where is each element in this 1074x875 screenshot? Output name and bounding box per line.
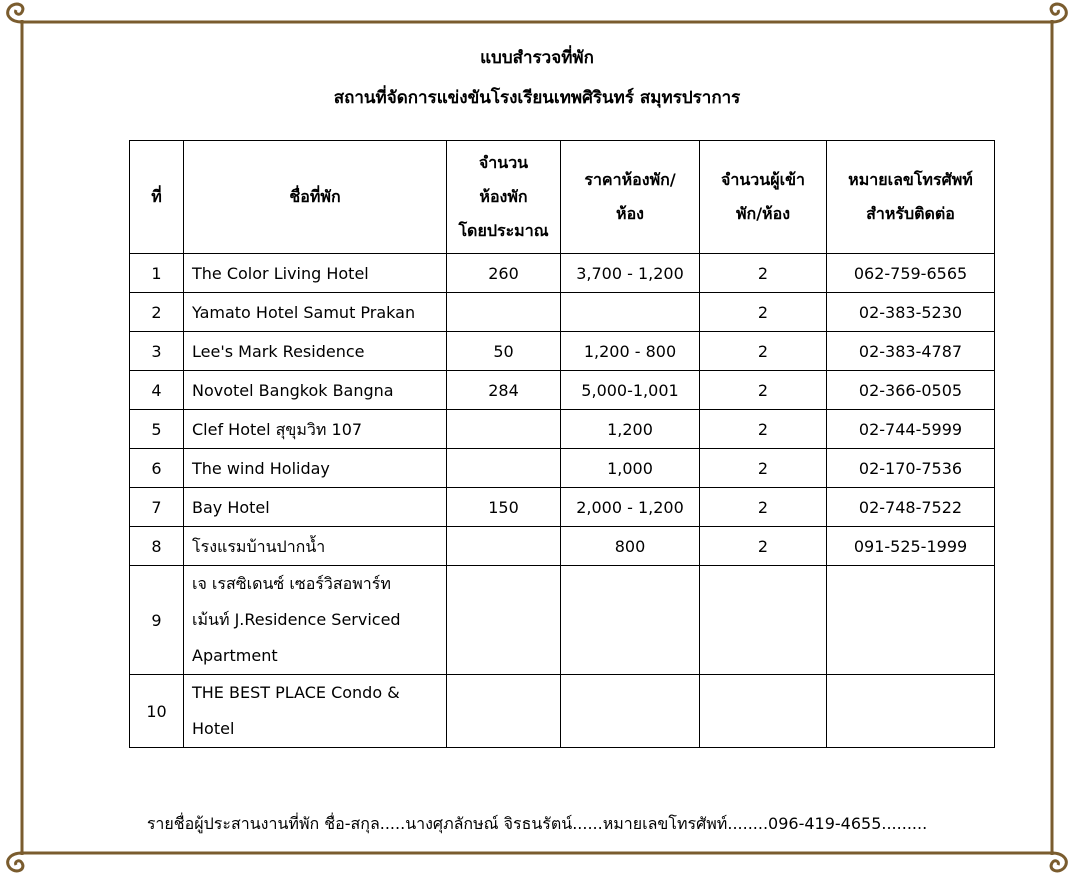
cell-rooms: [447, 293, 561, 332]
lodging-table: [129, 140, 995, 748]
cell-no: 1: [130, 254, 184, 293]
cell-rooms: [447, 566, 561, 675]
table-header: [130, 141, 995, 254]
cell-rooms: 260: [447, 254, 561, 293]
column-header-name: ชื่อที่พัก: [184, 141, 447, 254]
cell-guests: 2: [700, 371, 827, 410]
cell-price: 800: [561, 527, 700, 566]
table-row: [130, 293, 995, 332]
cell-phone: 02-383-5230: [827, 293, 995, 332]
cell-price: [561, 566, 700, 675]
cell-phone: 02-744-5999: [827, 410, 995, 449]
cell-name: เจ เรสซิเดนซ์ เซอร์วิสอพาร์ท เม้นท์ J.Residence Serviced Apartment: [184, 566, 447, 675]
cell-price: 1,200: [561, 410, 700, 449]
cell-no: 8: [130, 527, 184, 566]
cell-phone: 062-759-6565: [827, 254, 995, 293]
cell-price: 3,700 - 1,200: [561, 254, 700, 293]
cell-no: 2: [130, 293, 184, 332]
cell-rooms: 284: [447, 371, 561, 410]
cell-price: [561, 293, 700, 332]
cell-rooms: 50: [447, 332, 561, 371]
page-subtitle: สถานที่จัดการแข่งขันโรงเรียนเทพศิรินทร์ สมุทรปราการ: [333, 88, 741, 108]
table-row: [130, 332, 995, 371]
cell-phone: [827, 566, 995, 675]
cell-phone: [827, 675, 995, 748]
cell-no: 3: [130, 332, 184, 371]
cell-guests: 2: [700, 332, 827, 371]
page-title: แบบสำรวจที่พัก: [480, 48, 594, 68]
column-header-guests: จำนวนผู้เข้า พัก/ห้อง: [700, 141, 827, 254]
cell-rooms: [447, 527, 561, 566]
cell-guests: 2: [700, 488, 827, 527]
table-row: [130, 527, 995, 566]
cell-price: [561, 675, 700, 748]
cell-name: Novotel Bangkok Bangna: [184, 371, 447, 410]
coordinator-contact: รายชื่อผู้ประสานงานที่พัก ชื่อ-สกุล.....นางศุภลักษณ์ จิรธนรัตน์......หมายเลขโทรศัพท์........096-419-4655.........: [146, 814, 928, 833]
cell-rooms: [447, 675, 561, 748]
cell-no: 7: [130, 488, 184, 527]
cell-guests: 2: [700, 410, 827, 449]
cell-price: 1,200 - 800: [561, 332, 700, 371]
column-header-phone: หมายเลขโทรศัพท์ สำหรับติดต่อ: [827, 141, 995, 254]
cell-rooms: [447, 449, 561, 488]
cell-price: 2,000 - 1,200: [561, 488, 700, 527]
cell-guests: [700, 675, 827, 748]
cell-no: 4: [130, 371, 184, 410]
cell-price: 5,000-1,001: [561, 371, 700, 410]
table-row: [130, 566, 995, 675]
cell-no: 6: [130, 449, 184, 488]
cell-rooms: 150: [447, 488, 561, 527]
cell-guests: [700, 566, 827, 675]
cell-name: Yamato Hotel Samut Prakan: [184, 293, 447, 332]
cell-phone: 02-366-0505: [827, 371, 995, 410]
cell-phone: 02-170-7536: [827, 449, 995, 488]
cell-phone: 02-383-4787: [827, 332, 995, 371]
cell-name: Clef Hotel สุขุมวิท 107: [184, 410, 447, 449]
column-header-rooms: จำนวน ห้องพัก โดยประมาณ: [447, 141, 561, 254]
cell-no: 9: [130, 566, 184, 675]
cell-phone: 02-748-7522: [827, 488, 995, 527]
table-row: [130, 410, 995, 449]
table-row: [130, 488, 995, 527]
cell-price: 1,000: [561, 449, 700, 488]
cell-no: 5: [130, 410, 184, 449]
table-row: [130, 371, 995, 410]
table-row: [130, 675, 995, 748]
table-row: [130, 254, 995, 293]
column-header-no: ที่: [130, 141, 184, 254]
cell-rooms: [447, 410, 561, 449]
cell-guests: 2: [700, 293, 827, 332]
cell-guests: 2: [700, 527, 827, 566]
cell-name: Lee's Mark Residence: [184, 332, 447, 371]
cell-guests: 2: [700, 254, 827, 293]
cell-guests: 2: [700, 449, 827, 488]
cell-name: The wind Holiday: [184, 449, 447, 488]
cell-name: โรงแรมบ้านปากน้ำ: [184, 527, 447, 566]
cell-name: Bay Hotel: [184, 488, 447, 527]
cell-name: The Color Living Hotel: [184, 254, 447, 293]
cell-no: 10: [130, 675, 184, 748]
column-header-price: ราคาห้องพัก/ ห้อง: [561, 141, 700, 254]
table-row: [130, 449, 995, 488]
cell-name: THE BEST PLACE Condo & Hotel: [184, 675, 447, 748]
cell-phone: 091-525-1999: [827, 527, 995, 566]
